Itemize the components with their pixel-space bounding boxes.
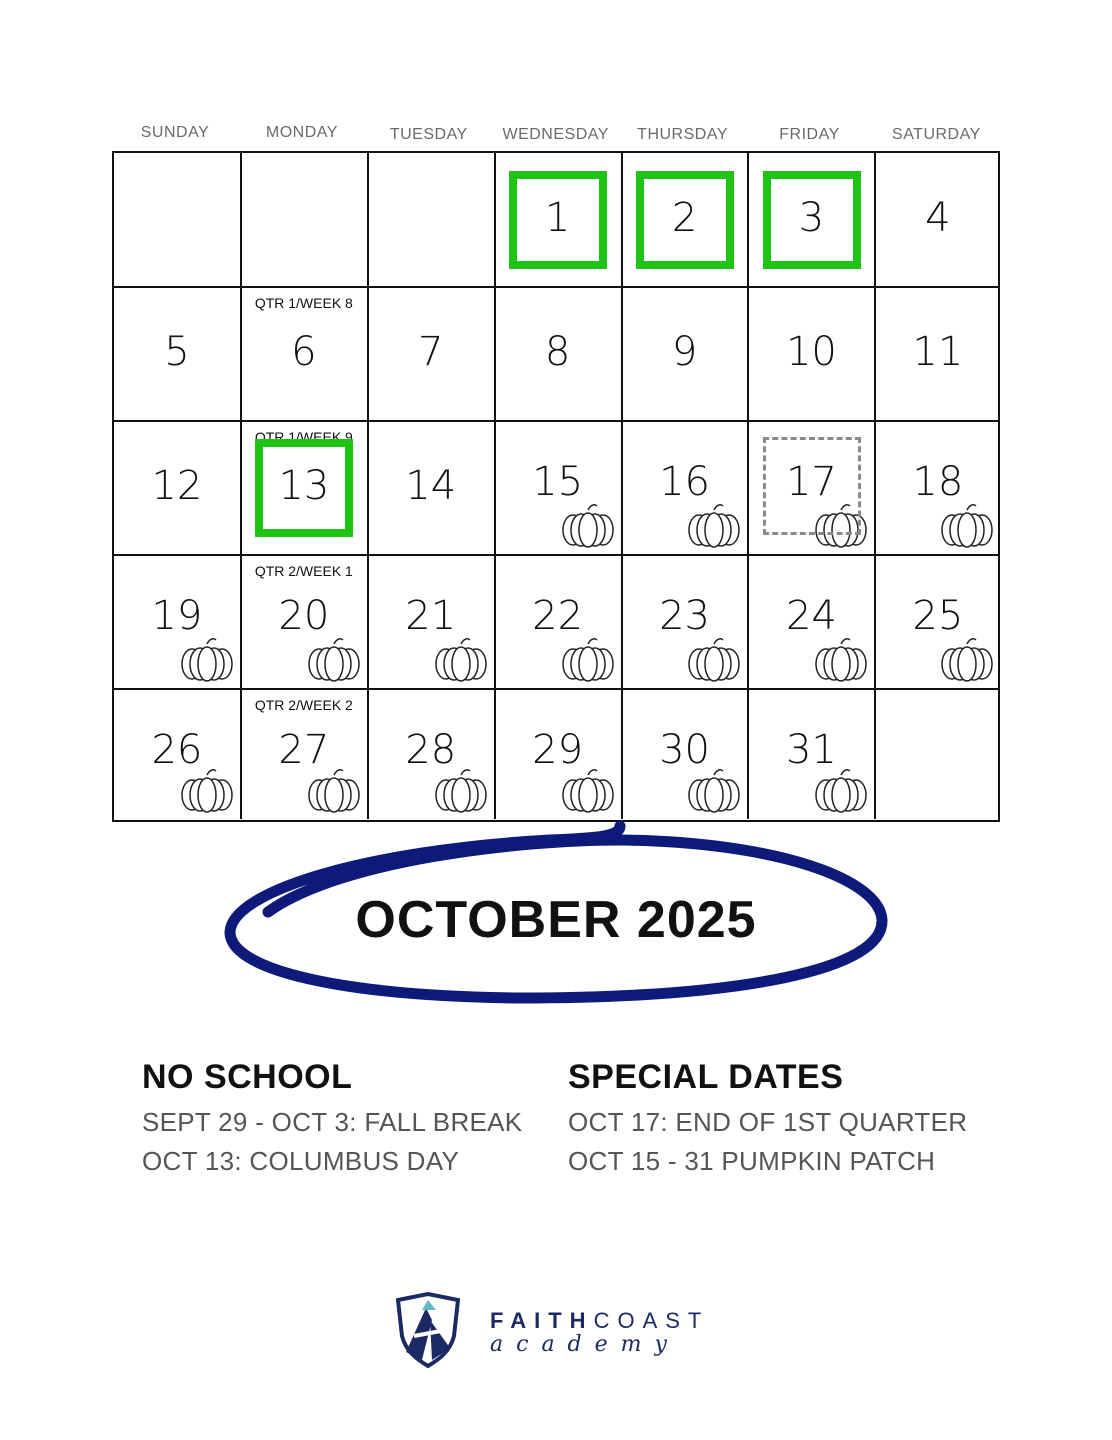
special-dates-section xyxy=(568,1058,988,1185)
day-number: 24 xyxy=(785,593,837,639)
logo-wordmark xyxy=(490,1308,709,1334)
day-number: 2 xyxy=(671,195,698,241)
weekday-label: FRIDAY xyxy=(779,126,840,143)
day-number: 28 xyxy=(405,727,457,773)
day-number: 6 xyxy=(291,329,317,375)
day-cell xyxy=(875,555,1000,690)
day-number: 15 xyxy=(532,459,584,505)
day-cell xyxy=(875,287,1000,422)
day-number: 4 xyxy=(925,195,951,241)
no-school-section xyxy=(142,1058,562,1185)
day-number: 13 xyxy=(278,463,330,509)
pumpkin-icon xyxy=(940,502,994,548)
quarter-week-label: QTR 2/WEEK 1 xyxy=(254,563,353,579)
day-cell xyxy=(368,689,496,819)
pumpkin-icon xyxy=(561,636,615,682)
month-title-area xyxy=(220,820,892,1010)
weekday-label: MONDAY xyxy=(265,124,338,141)
day-number: 26 xyxy=(151,727,203,773)
day-number: 12 xyxy=(151,463,203,509)
pumpkin-icon xyxy=(561,502,615,548)
day-number: 10 xyxy=(785,329,837,375)
day-cell xyxy=(495,421,623,556)
day-cell xyxy=(875,153,1000,288)
weekday-header xyxy=(112,124,1000,150)
special-dates-item: OCT 17: END OF 1ST QUARTER xyxy=(568,1107,968,1137)
day-cell xyxy=(749,689,877,819)
empty-day-cell xyxy=(368,153,496,288)
pumpkin-icon xyxy=(814,767,868,813)
day-number: 16 xyxy=(659,459,710,505)
pumpkin-icon xyxy=(687,636,741,682)
day-number: 23 xyxy=(659,593,710,639)
day-number: 3 xyxy=(798,195,825,241)
weekday-label: WEDNESDAY xyxy=(502,126,609,143)
day-number: 21 xyxy=(405,593,457,639)
day-cell xyxy=(875,421,1000,556)
day-number: 8 xyxy=(544,329,571,375)
day-cell xyxy=(749,421,877,556)
day-cell xyxy=(368,555,496,690)
weekday-label: THURSDAY xyxy=(637,126,728,143)
day-cell xyxy=(114,287,242,422)
day-cell xyxy=(495,153,623,288)
pumpkin-icon xyxy=(307,636,361,682)
day-number: 27 xyxy=(278,727,330,773)
weekday-label: TUESDAY xyxy=(389,126,468,143)
pumpkin-icon xyxy=(434,767,488,813)
pumpkin-icon xyxy=(687,502,741,548)
day-cell xyxy=(622,153,750,288)
day-number: 30 xyxy=(659,727,710,773)
pumpkin-icon xyxy=(180,636,234,682)
day-cell xyxy=(368,287,496,422)
no-school-heading: NO SCHOOL xyxy=(142,1058,353,1096)
weekday-label: SUNDAY xyxy=(140,124,210,141)
day-cell xyxy=(241,287,369,422)
day-cell xyxy=(622,287,750,422)
empty-day-cell xyxy=(875,689,1000,819)
no-school-item: OCT 13: COLUMBUS DAY xyxy=(142,1146,460,1176)
pumpkin-icon xyxy=(814,636,868,682)
no-school-item: SEPT 29 - OCT 3: FALL BREAK xyxy=(142,1107,523,1137)
day-cell xyxy=(114,689,242,819)
logo-word-coast: COAST xyxy=(593,1308,710,1333)
empty-day-cell xyxy=(114,153,242,288)
day-cell xyxy=(749,153,877,288)
day-cell xyxy=(241,421,369,556)
day-cell xyxy=(241,555,369,690)
day-number: 1 xyxy=(544,195,571,241)
day-number: 20 xyxy=(278,593,330,639)
quarter-week-label: QTR 2/WEEK 2 xyxy=(254,697,353,713)
day-cell xyxy=(749,287,877,422)
day-number: 18 xyxy=(912,459,964,505)
quarter-week-label: QTR 1/WEEK 9 xyxy=(254,429,353,445)
day-number: 22 xyxy=(532,593,584,639)
calendar-grid xyxy=(112,151,1000,822)
day-cell xyxy=(495,689,623,819)
faith-coast-academy-logo xyxy=(390,1290,730,1370)
day-number: 7 xyxy=(418,329,444,375)
pumpkin-icon xyxy=(180,767,234,813)
day-cell xyxy=(749,555,877,690)
special-dates-heading: SPECIAL DATES xyxy=(568,1058,844,1096)
day-cell xyxy=(495,555,623,690)
day-cell xyxy=(114,421,242,556)
day-number: 9 xyxy=(671,329,698,375)
day-cell xyxy=(241,689,369,819)
day-cell xyxy=(114,555,242,690)
day-cell xyxy=(622,689,750,819)
day-cell xyxy=(368,421,496,556)
shield-mountain-icon xyxy=(392,1290,464,1368)
day-cell xyxy=(622,555,750,690)
special-dates-item: OCT 15 - 31 PUMPKIN PATCH xyxy=(568,1146,936,1176)
day-number: 25 xyxy=(912,593,964,639)
weekday-label: SATURDAY xyxy=(892,126,981,143)
day-number: 31 xyxy=(785,727,837,773)
day-number: 17 xyxy=(785,459,837,505)
pumpkin-icon xyxy=(687,767,741,813)
day-cell xyxy=(622,421,750,556)
logo-word-faith: FAITH xyxy=(490,1308,594,1333)
month-title: OCTOBER 2025 xyxy=(355,891,757,949)
pumpkin-icon xyxy=(561,767,615,813)
day-number: 5 xyxy=(164,329,190,375)
day-number: 29 xyxy=(532,727,584,773)
pumpkin-icon xyxy=(434,636,488,682)
day-number: 14 xyxy=(405,463,457,509)
day-number: 11 xyxy=(912,329,964,375)
pumpkin-icon xyxy=(307,767,361,813)
empty-day-cell xyxy=(241,153,369,288)
day-cell xyxy=(495,287,623,422)
quarter-week-label: QTR 1/WEEK 8 xyxy=(254,295,353,311)
pumpkin-icon xyxy=(940,636,994,682)
day-number: 19 xyxy=(151,593,203,639)
logo-word-academy: academy xyxy=(490,1332,680,1357)
